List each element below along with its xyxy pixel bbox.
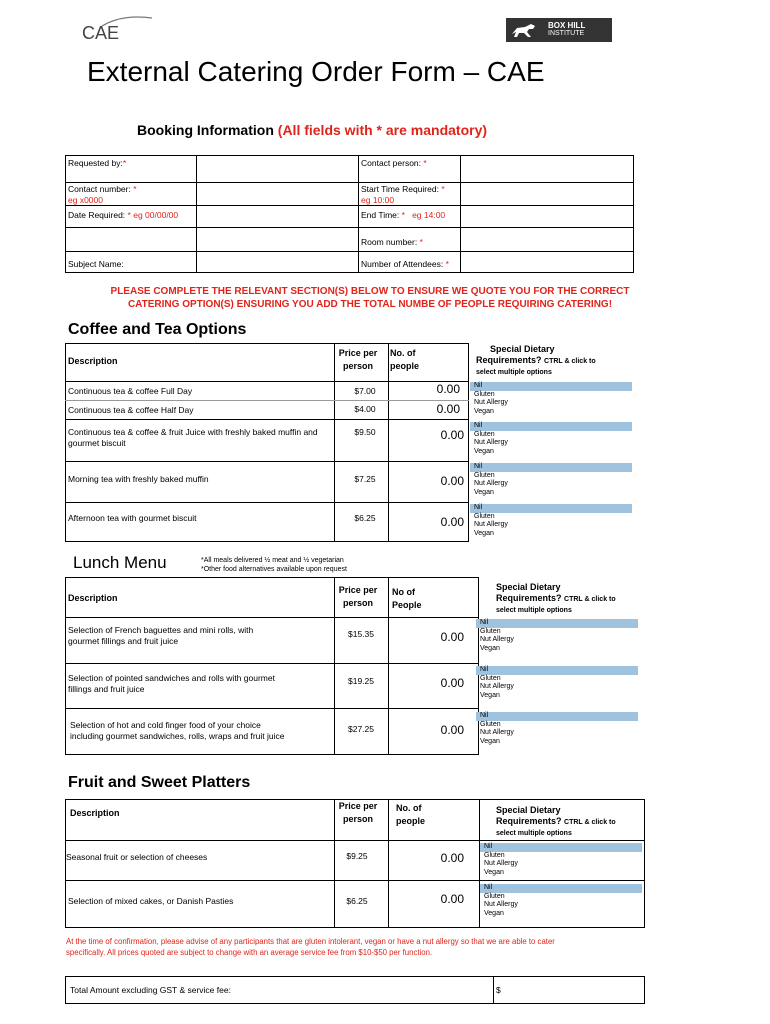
coffee-col-price: Price per person bbox=[338, 348, 378, 371]
lunch-item-2-price: $19.25 bbox=[348, 676, 374, 686]
date-example: eg 00/00/00 bbox=[133, 210, 179, 220]
room-number-label: Room number: * bbox=[361, 237, 423, 247]
notice-line2: CATERING OPTION(S) ENSURING YOU ADD THE TOTAL NUMBE OF PEOPLE REQUIRING CATERING! bbox=[127, 299, 613, 310]
fruit-col-people: No. of people bbox=[396, 803, 426, 826]
date-required-input[interactable] bbox=[197, 206, 357, 226]
fruit-item-1-qty[interactable]: 0.00 bbox=[440, 851, 464, 865]
contact-number-example: eg x0000 bbox=[68, 195, 103, 205]
end-time-input[interactable] bbox=[461, 206, 633, 226]
contact-person-input[interactable] bbox=[461, 156, 633, 181]
coffee-dietary-select-1[interactable]: Nil Gluten Nut Allergy Vegan bbox=[470, 382, 632, 416]
room-number-input[interactable] bbox=[461, 228, 633, 250]
coffee-item-2-desc: Continuous tea & coffee Half Day bbox=[68, 405, 194, 415]
fruit-dietary-select-1[interactable]: Nil Gluten Nut Allergy Vegan bbox=[480, 843, 642, 877]
fruit-item-1-price: $9.25 bbox=[346, 851, 368, 861]
coffee-item-5-desc: Afternoon tea with gourmet biscuit bbox=[68, 513, 197, 523]
start-time-input[interactable] bbox=[461, 183, 633, 204]
boxhill-logo-line2: INSTITUTE bbox=[548, 30, 585, 37]
lunch-item-2-desc: Selection of pointed sandwiches and rolls with gourmet fillings and fruit juice bbox=[68, 673, 275, 694]
attendees-label: Number of Attendees: * bbox=[361, 259, 449, 269]
coffee-item-2-price: $4.00 bbox=[354, 404, 376, 414]
lunch-dietary-header: Special Dietary Requirements? CTRL & click to select multiple options bbox=[496, 582, 616, 614]
coffee-item-3-price: $9.50 bbox=[354, 427, 376, 437]
lunch-item-1-qty[interactable]: 0.00 bbox=[440, 630, 464, 644]
fruit-col-description: Description bbox=[70, 808, 120, 818]
coffee-item-5-price: $6.25 bbox=[354, 513, 376, 523]
lunch-item-1-desc: Selection of French baguettes and mini rolls, with gourmet fillings and fruit juice bbox=[68, 625, 254, 646]
boxhill-logo-line1: BOX HILL bbox=[548, 21, 586, 30]
coffee-col-description: Description bbox=[68, 356, 118, 366]
booking-heading: Booking Information (All fields with * are mandatory) bbox=[137, 122, 488, 138]
start-time-label: Start Time Required: * bbox=[361, 184, 445, 194]
contact-number-input[interactable] bbox=[197, 183, 357, 204]
lunch-dietary-select-1[interactable]: Nil Gluten Nut Allergy Vegan bbox=[476, 619, 638, 653]
footer-note-1: At the time of confirmation, please advise of any participants that are gluten intolerant, vegan or have a nut allergy so that we are able to cater bbox=[66, 937, 555, 946]
contact-number-label: Contact number: * bbox=[68, 184, 137, 194]
lunch-section-title: Lunch Menu bbox=[73, 553, 167, 572]
fruit-section-title: Fruit and Sweet Platters bbox=[68, 774, 251, 791]
coffee-item-2-qty[interactable]: 0.00 bbox=[436, 402, 460, 416]
coffee-dietary-header: Special Dietary Requirements? CTRL & click to select multiple options bbox=[476, 344, 596, 376]
boxhill-logo bbox=[506, 18, 612, 42]
end-time-example: eg 14:00 bbox=[412, 210, 446, 220]
cae-logo-text: CAE bbox=[82, 23, 120, 43]
requested-by-input[interactable] bbox=[197, 156, 357, 181]
fruit-dietary-header: Special Dietary Requirements? CTRL & click to select multiple options bbox=[496, 805, 616, 837]
notice-line1: PLEASE COMPLETE THE RELEVANT SECTION(S) BELOW TO ENSURE WE QUOTE YOU FOR THE CORRECT bbox=[110, 286, 630, 297]
start-time-example: eg 10:00 bbox=[361, 195, 395, 205]
subject-name-input[interactable] bbox=[197, 252, 357, 272]
lunch-item-3-desc: Selection of hot and cold finger food of your choice including gourmet sandwiches, rolls, wraps and fruit juice bbox=[70, 720, 285, 741]
contact-person-label: Contact person: * bbox=[361, 158, 427, 168]
horse-icon bbox=[509, 20, 543, 40]
coffee-item-4-desc: Morning tea with freshly baked muffin bbox=[68, 474, 209, 484]
coffee-item-1-qty[interactable]: 0.00 bbox=[436, 382, 460, 396]
page-title: External Catering Order Form – CAE bbox=[87, 56, 545, 87]
subject-name-label: Subject Name: bbox=[68, 259, 124, 269]
date-required-label: Date Required: * eg 00/00/00 bbox=[68, 210, 179, 220]
lunch-dietary-select-3[interactable]: Nil Gluten Nut Allergy Vegan bbox=[476, 712, 638, 746]
fruit-item-2-desc: Selection of mixed cakes, or Danish Pasties bbox=[68, 896, 234, 906]
fruit-item-2-qty[interactable]: 0.00 bbox=[440, 892, 464, 906]
lunch-col-description: Description bbox=[68, 593, 118, 603]
lunch-col-price: Price per person bbox=[338, 585, 378, 608]
fruit-col-price: Price per person bbox=[338, 801, 378, 824]
coffee-col-people: No. of people bbox=[390, 348, 420, 371]
coffee-item-1-price: $7.00 bbox=[354, 386, 376, 396]
lunch-item-1-price: $15.35 bbox=[348, 629, 374, 639]
coffee-item-4-price: $7.25 bbox=[354, 474, 376, 484]
lunch-col-people: No of People bbox=[392, 587, 422, 610]
fruit-dietary-select-2[interactable]: Nil Gluten Nut Allergy Vegan bbox=[480, 884, 642, 918]
footer-note-2: specifically. All prices quoted are subject to change with an average service fee from $10-$50 per function. bbox=[66, 948, 433, 957]
coffee-item-1-desc: Continuous tea & coffee Full Day bbox=[68, 386, 193, 396]
coffee-dietary-select-2[interactable]: Nil Gluten Nut Allergy Vegan bbox=[470, 422, 632, 456]
lunch-note-2: *Other food alternatives available upon request bbox=[201, 566, 347, 573]
end-time-label: End Time: * eg 14:00 bbox=[361, 210, 446, 220]
coffee-item-3-qty[interactable]: 0.00 bbox=[440, 428, 464, 442]
lunch-item-3-qty[interactable]: 0.00 bbox=[440, 723, 464, 737]
coffee-item-3-desc: Continuous tea & coffee & fruit Juice with freshly baked muffin and gourmet biscuit bbox=[68, 427, 318, 448]
lunch-note-1: *All meals delivered ½ meat and ½ vegetarian bbox=[201, 557, 344, 564]
lunch-item-2-qty[interactable]: 0.00 bbox=[440, 676, 464, 690]
coffee-section-title: Coffee and Tea Options bbox=[68, 321, 247, 338]
cae-logo bbox=[82, 12, 162, 42]
total-label: Total Amount excluding GST & service fee: bbox=[70, 985, 231, 995]
fruit-item-1-desc: Seasonal fruit or selection of cheeses bbox=[66, 852, 208, 862]
total-value[interactable]: $ bbox=[496, 985, 501, 995]
coffee-dietary-select-3[interactable]: Nil Gluten Nut Allergy Vegan bbox=[470, 463, 632, 497]
lunch-dietary-select-2[interactable]: Nil Gluten Nut Allergy Vegan bbox=[476, 666, 638, 700]
attendees-input[interactable] bbox=[461, 252, 633, 272]
coffee-item-4-qty[interactable]: 0.00 bbox=[440, 474, 464, 488]
coffee-dietary-select-4[interactable]: Nil Gluten Nut Allergy Vegan bbox=[470, 504, 632, 538]
requested-by-label: Requested by:* bbox=[68, 158, 127, 168]
fruit-item-2-price: $6.25 bbox=[346, 896, 368, 906]
lunch-item-3-price: $27.25 bbox=[348, 724, 374, 734]
coffee-item-5-qty[interactable]: 0.00 bbox=[440, 515, 464, 529]
